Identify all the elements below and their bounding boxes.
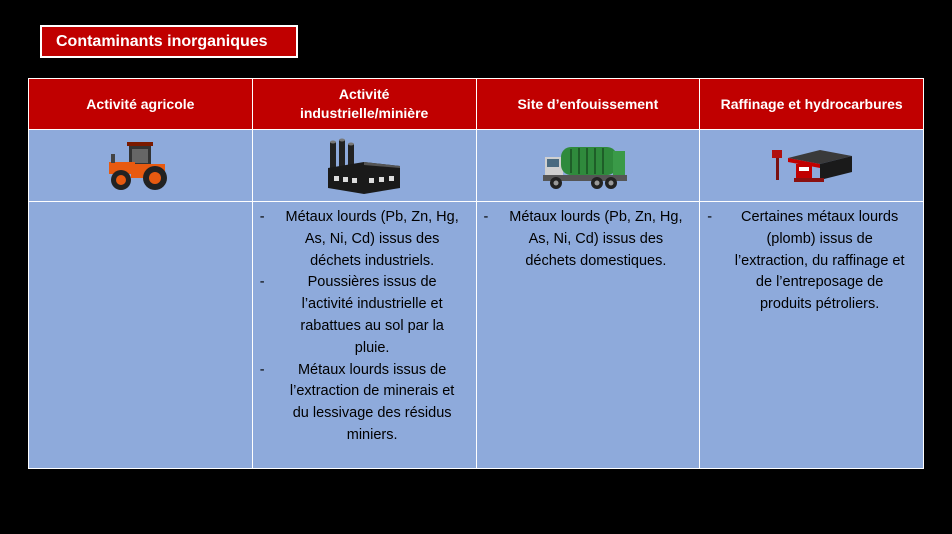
- list-item: [259, 272, 462, 359]
- garbage-truck-icon: [543, 141, 633, 191]
- industrielle-list: [253, 202, 476, 447]
- header-raffinage: Raffinage et hydrocarbures: [700, 79, 924, 130]
- list-item-text: Métaux lourds issus de l’extraction de minerais et du lessivage des résidus miniers.: [289, 361, 455, 443]
- list-item: [259, 207, 462, 272]
- bullet-dash: -: [259, 209, 265, 225]
- header-enfouissement: Site d’enfouissement: [476, 79, 700, 130]
- list-item: [483, 207, 686, 272]
- bullet-dash: -: [259, 361, 265, 378]
- header-industrielle: [252, 79, 476, 130]
- list-item-text: Métaux lourds (Pb, Zn, Hg, As, Ni, Cd) issus des déchets domestiques.: [509, 209, 683, 269]
- icon-cell-raffinage: [700, 130, 924, 202]
- content-cell-agricole: [29, 202, 253, 469]
- content-cell-raffinage: [700, 202, 924, 469]
- icon-row: [29, 130, 924, 202]
- factory-icon: [324, 138, 404, 194]
- list-item-text: Certaines métaux lourds (plomb) issus de l’extraction, du raffinage et de l’entreposage de produits pétroliers.: [734, 209, 905, 313]
- content-row: [29, 202, 924, 469]
- header-row: [29, 79, 924, 130]
- list-item: [259, 360, 462, 447]
- enfouissement-list: [477, 202, 700, 272]
- bullet-dash: -: [707, 209, 713, 225]
- raffinage-list: [700, 202, 923, 316]
- list-item-text: Poussières issus de l’activité industrielle et rabattues au sol par la pluie.: [300, 274, 444, 356]
- list-item: [707, 207, 909, 316]
- header-industrielle-label: Activité industrielle/minière: [299, 86, 429, 121]
- bullet-dash: -: [483, 209, 489, 225]
- tractor-icon: [105, 140, 175, 192]
- icon-cell-industrielle: [252, 130, 476, 202]
- icon-cell-agricole: [29, 130, 253, 202]
- gas-station-icon: [770, 146, 854, 186]
- contaminants-table: [28, 78, 924, 469]
- content-cell-enfouissement: [476, 202, 700, 469]
- content-cell-industrielle: [252, 202, 476, 469]
- list-item-text: Métaux lourds (Pb, Zn, Hg, As, Ni, Cd) issus des déchets industriels.: [285, 209, 459, 269]
- icon-cell-enfouissement: [476, 130, 700, 202]
- page-title: Contaminants inorganiques: [40, 25, 298, 58]
- bullet-dash: -: [259, 274, 265, 291]
- header-agricole: Activité agricole: [29, 79, 253, 130]
